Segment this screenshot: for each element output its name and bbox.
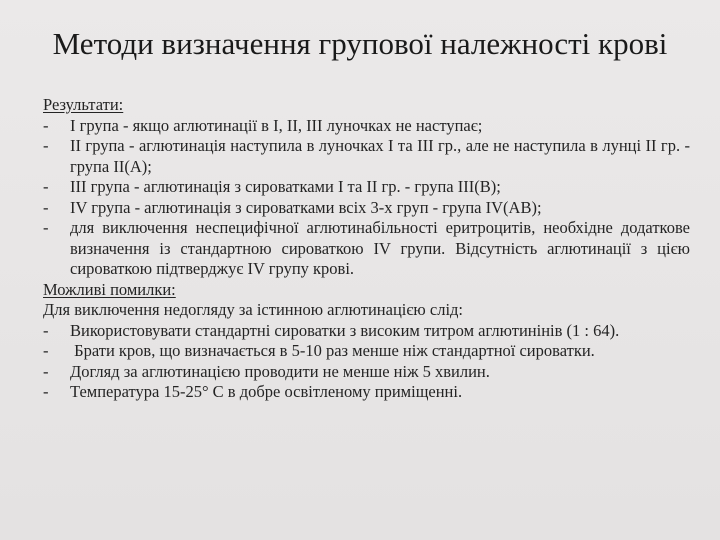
results-item-text: для виключення неспецифічної аглютинабільності еритроцитів, необхідне додаткове визначення із стандартною сироваткою IV групи. Відсутність аглютинації з цією сироваткою підтверджує IV групу крові. — [70, 218, 690, 278]
errors-item-4 — [43, 382, 690, 403]
errors-item-text: Догляд за аглютинацією проводити не менше ніж 5 хвилин. — [70, 361, 490, 381]
results-item-3 — [43, 177, 690, 198]
bullet-dash: - — [43, 136, 49, 155]
results-item-1 — [43, 116, 690, 137]
results-item-4 — [43, 198, 690, 219]
errors-item-2 — [43, 341, 690, 362]
bullet-dash: - — [43, 177, 49, 196]
errors-heading: Можливі помилки: — [43, 279, 176, 299]
results-item-text: ІІ група - аглютинація наступила в луночках І та ІІІ гр., але не наступила в лунці ІІ гр. - група ІІ(А); — [70, 136, 690, 176]
slide-body — [43, 95, 690, 403]
results-item-text: ІІІ група - аглютинація з сироватками І та ІІ гр. - група ІІІ(В); — [70, 177, 501, 196]
errors-item-text: Використовувати стандартні сироватки з високим титром аглютинінів (1 : 64). — [70, 320, 620, 340]
bullet-dash: - — [43, 115, 49, 135]
bullet-dash: - — [43, 341, 49, 360]
bullet-dash: - — [43, 361, 49, 381]
results-heading: Результати: — [43, 95, 124, 114]
bullet-dash: - — [43, 382, 49, 401]
errors-item-text: Температура 15-25° С в добре освітленому приміщенні. — [70, 382, 463, 401]
bullet-dash: - — [43, 218, 49, 237]
results-item-5 — [43, 218, 690, 280]
bullet-dash: - — [43, 320, 49, 340]
errors-item-text: Брати кров, що визначається в 5-10 раз менше ніж стандартної сироватки. — [70, 341, 595, 360]
errors-item-3 — [43, 362, 690, 383]
results-item-text: І група - якщо аглютинації в І, ІІ, ІІІ луночках не наступає; — [70, 115, 483, 135]
errors-intro: Для виключення недогляду за істинною аглютинацією слід: — [43, 300, 464, 319]
errors-item-1 — [43, 321, 690, 342]
slide-title: Методи визначення групової належності крові — [52, 26, 668, 61]
results-item-text: IV група - аглютинація з сироватками всіх 3-х груп - група IV(АВ); — [70, 197, 542, 217]
bullet-dash: - — [43, 197, 49, 217]
results-item-2 — [43, 136, 690, 177]
